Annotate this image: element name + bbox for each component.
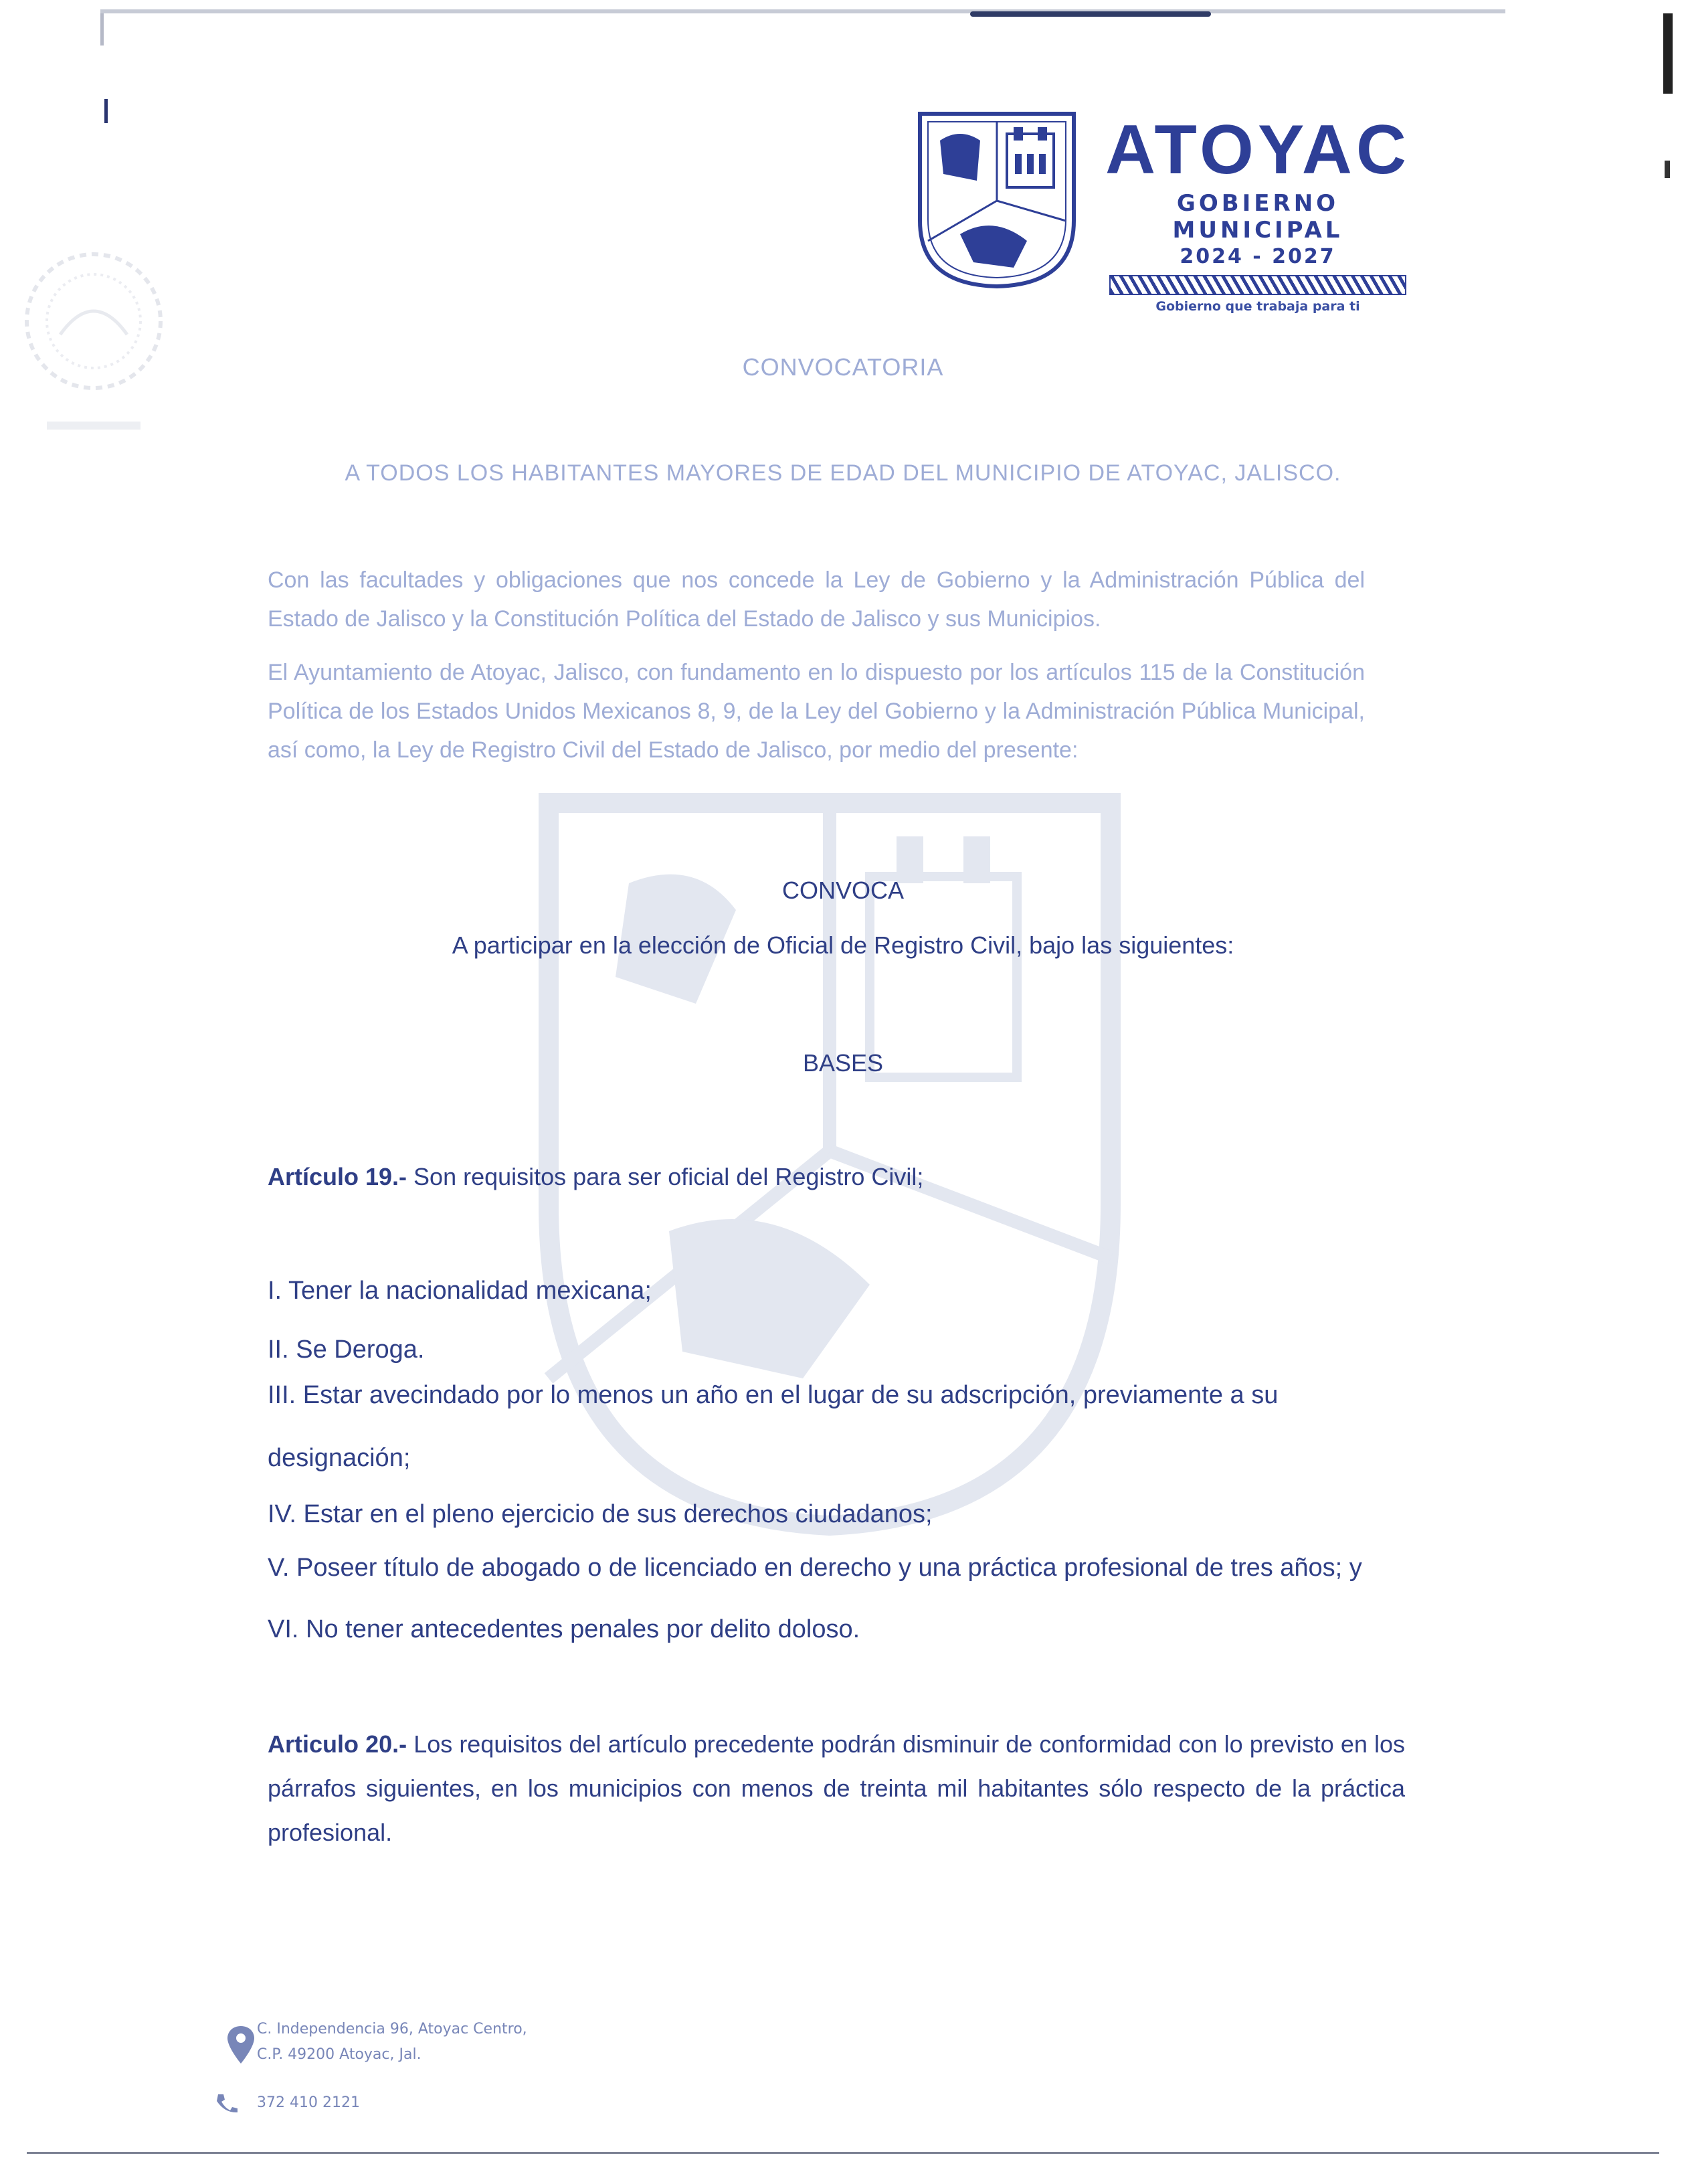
scan-mark-right [1665, 161, 1670, 178]
document-heading: CONVOCATORIA [742, 353, 944, 381]
footer-address-line2: C.P. 49200 Atoyac, Jal. [257, 2046, 421, 2063]
official-seal [20, 187, 181, 455]
article-19 [268, 1155, 1418, 1199]
article-19-text: Son requisitos para ser oficial del Registro Civil; [407, 1163, 924, 1190]
legal-basis-paragraph: El Ayuntamiento de Atoyac, Jalisco, con fundamento en lo dispuesto por los artículos 115 de la Constitución Política de los Estados Unidos Mexicanos 8, 9, de la Ley del Gobierno y la Administración Pública Municipal, así como, la Ley de Registro Civil del Estado de Jalisco, por medio del presente: [268, 660, 1365, 763]
intro-paragraph: Con las facultades y obligaciones que nos concede la Ley de Gobierno y la Administración Pública del Estado de Jalisco y la Constitución Política del Estado de Jalisco y sus Municipios. [268, 567, 1365, 632]
requirement-1: I. Tener la nacionalidad mexicana; [268, 1277, 652, 1305]
decorative-band [1109, 275, 1406, 295]
scan-edge-top [100, 9, 1505, 13]
requirement-2: II. Se Deroga. [268, 1336, 425, 1364]
article-20-label: Articulo 20.- [268, 1730, 407, 1758]
requirement-5: V. Poseer título de abogado o de licenciado en derecho y una práctica profesional de tres años; y [268, 1554, 1362, 1582]
convoca-text: A participar en la elección de Oficial de Registro Civil, bajo las siguientes: [452, 931, 1234, 959]
brand-years: 2024 - 2027 [1180, 245, 1336, 268]
addressee-line: A TODOS LOS HABITANTES MAYORES DE EDAD DEL MUNICIPIO DE ATOYAC, JALISCO. [345, 460, 1341, 486]
requirement-6: VI. No tener antecedentes penales por delito doloso. [268, 1615, 860, 1643]
scan-mark-top [970, 11, 1211, 17]
page-bottom-rule [27, 2152, 1659, 2154]
article-20-text: Los requisitos del artículo precedente podrán disminuir de conformidad con lo previsto en los párrafos siguientes, en los municipios con menos de treinta mil habitantes sólo respecto de la práctica profesional. [268, 1730, 1405, 1846]
convoca-title: CONVOCA [781, 877, 905, 904]
requirement-3: III. Estar avecindado por lo menos un año en el lugar de su adscripción, previamente a su [268, 1381, 1279, 1409]
brand-subtitle: GOBIERNO MUNICIPAL [1172, 190, 1343, 244]
brand-block [1091, 111, 1425, 314]
scan-edge-left [100, 13, 104, 46]
article-19-label: Artículo 19.- [268, 1163, 407, 1190]
requirement-3-continued: designación; [268, 1444, 411, 1472]
phone-icon [214, 2093, 244, 2113]
footer-address-line1: C. Independencia 96, Atoyac Centro, [257, 2021, 527, 2037]
requirement-4: IV. Estar en el pleno ejercicio de sus derechos ciudadanos; [268, 1500, 933, 1528]
scan-mark-left [104, 99, 108, 123]
footer-phone: 372 410 2121 [257, 2094, 360, 2111]
bases-title: BASES [802, 1049, 884, 1077]
article-20 [268, 1722, 1405, 1855]
municipal-emblem-logo [913, 107, 1081, 291]
brand-slogan: Gobierno que trabaja para ti [1155, 299, 1360, 314]
brand-name: ATOYAC [1105, 111, 1410, 189]
scan-edge-right [1663, 13, 1673, 94]
